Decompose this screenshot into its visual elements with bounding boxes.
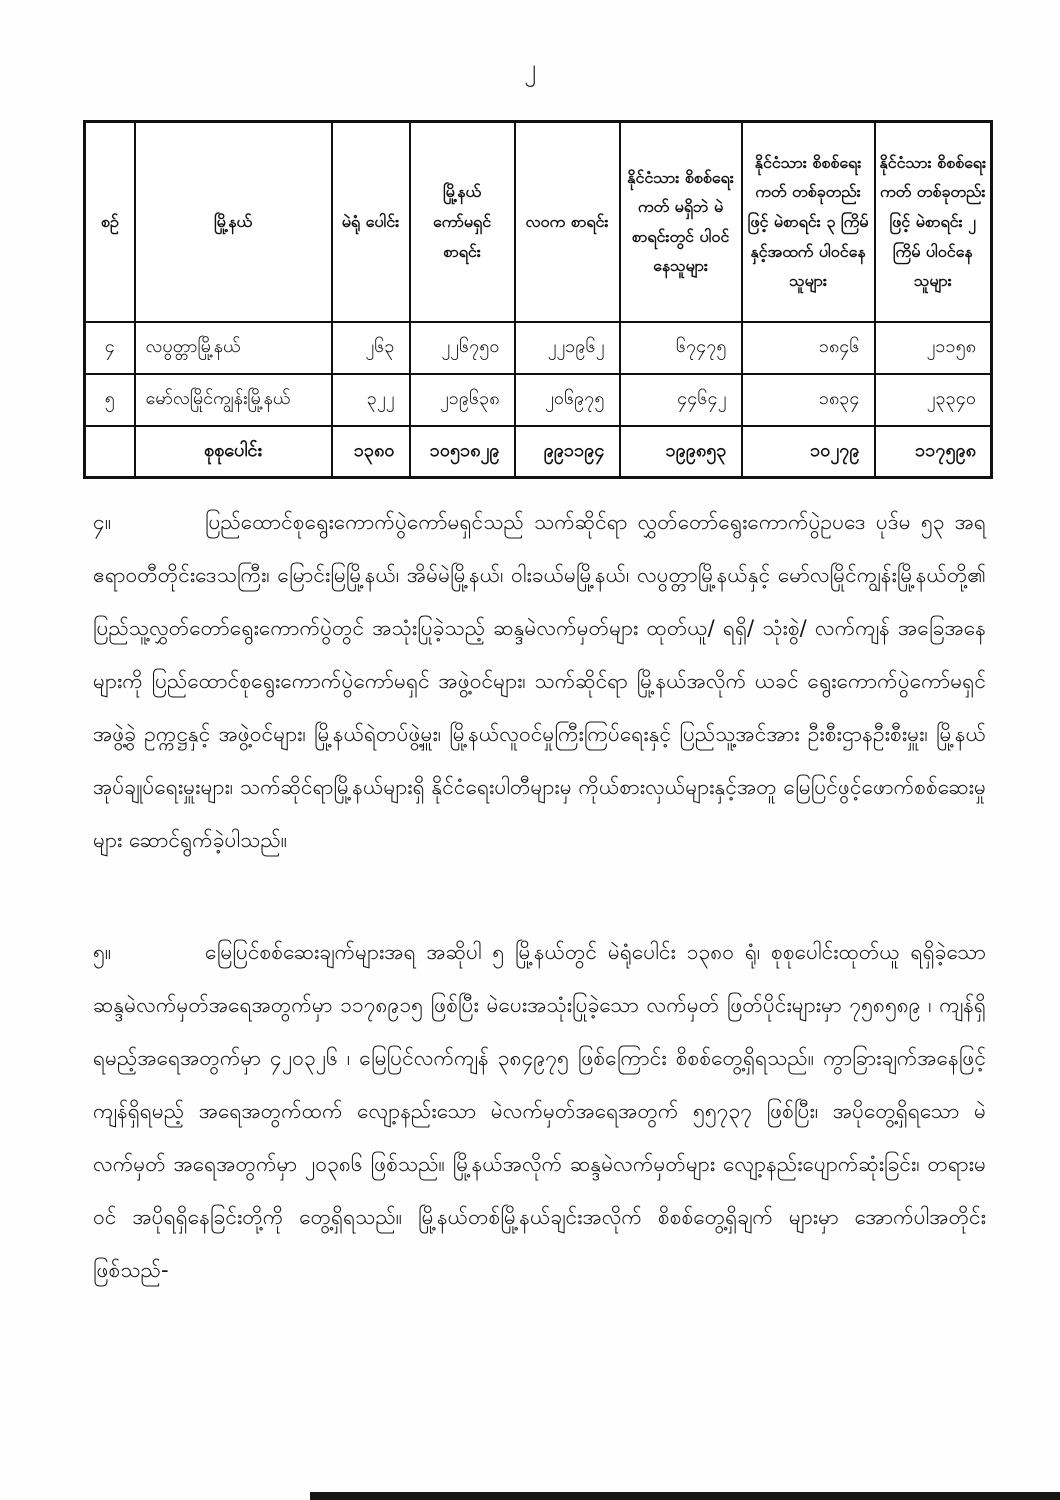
ballot-statistics-table (83, 120, 993, 479)
header-commission-list: မြို့နယ် ကော်မရှင် စာရင်း (410, 122, 515, 322)
header-same-nrc-2-times: နိုင်ငံသား စိစစ်ရေးကတ် တစ်ခုတည်းဖြင့် မဲစာရင်း ၂ ကြိမ် ပါဝင်နေသူများ (875, 122, 992, 322)
cell-commission-list: ၂၁၉၆၃၈ (410, 374, 515, 426)
header-township: မြို့နယ် (135, 122, 332, 322)
table-row (85, 374, 992, 426)
cell-immigration-list: ၂၀၆၉၇၅ (515, 374, 620, 426)
paragraph-4-number: ၄။ (93, 510, 112, 534)
cell-total-label: စုစုပေါင်း (135, 426, 332, 478)
table-header-row (85, 122, 992, 322)
table-total-row (85, 426, 992, 478)
paragraph-5-text: မြေပြင်စစ်ဆေးချက်များအရ အဆိုပါ ၅ မြို့နယ်တွင် မဲရုံပေါင်း ၁၃၈၀ ရုံ၊ စုစုပေါင်းထုတ်ယူ ရရှိခဲ့သော ဆန္ဒမဲလက်မှတ်အရေအတွက်မှာ ၁၁၇၈၉၁၅ ဖြစ်ပြီး မဲပေးအသုံးပြုခဲ့သော လက်မှတ် ဖြတ်ပိုင်းများမှာ ၇၅၈၅၈၉ ၊ ကျန်ရှိရမည့်အရေအတွက်မှာ ၄၂၀၃၂၆ ၊ မြေပြင်လက်ကျန် ၃၈၄၉၇၅ ဖြစ်ကြောင်း စိစစ်တွေ့ရှိရသည်။ ကွာခြားချက်အနေဖြင့် ကျန်ရှိရမည့် အရေအတွက်ထက် လျော့နည်းသော မဲလက်မှတ်အရေအတွက် ၅၅၇၃၇ ဖြစ်ပြီး၊ အပိုတွေ့ရှိရသော မဲလက်မှတ် အရေအတွက်မှာ ၂၀၃၈၆ ဖြစ်သည်။ မြို့နယ်အလိုက် ဆန္ဒမဲလက်မှတ်များ လျော့နည်းပျောက်ဆုံးခြင်း၊ တရားမဝင် အပိုရရှိနေခြင်းတို့ကို တွေ့ရှိရသည်။ မြို့နယ်တစ်မြို့နယ်ချင်းအလိုက် စိစစ်တွေ့ရှိချက် များမှာ အောက်ပါအတိုင်းဖြစ်သည်- (93, 940, 986, 1282)
cell-nrc-2-times: ၂၁၁၅၈ (875, 322, 992, 374)
page-number: ၂ (524, 54, 536, 82)
cell-nrc-2-times: ၂၃၃၄၀ (875, 374, 992, 426)
cell-polling-stations: ၃၂၂ (332, 374, 410, 426)
cell-serial-empty (85, 426, 135, 478)
cell-township: လပွတ္တာမြို့နယ် (135, 322, 332, 374)
cell-serial: ၄ (85, 322, 135, 374)
cell-polling-stations: ၂၆၃ (332, 322, 410, 374)
cell-total-polling-stations: ၁၃၈၀ (332, 426, 410, 478)
cell-total-no-nrc: ၁၉၉၈၅၃ (620, 426, 742, 478)
header-polling-stations: မဲရုံ ပေါင်း (332, 122, 410, 322)
header-no-nrc-in-voter-list: နိုင်ငံသား စိစစ်ရေးကတ် မရှိဘဲ မဲစာရင်းတွင် ပါဝင်နေသူများ (620, 122, 742, 322)
header-serial: စဉ် (85, 122, 135, 322)
header-immigration-list: လဝက စာရင်း (515, 122, 620, 322)
cell-serial: ၅ (85, 374, 135, 426)
cell-total-commission-list: ၁၀၅၁၈၂၉ (410, 426, 515, 478)
cell-no-nrc: ၄၄၆၄၂ (620, 374, 742, 426)
cell-nrc-3-times: ၁၈၃၄ (742, 374, 875, 426)
paragraph-4-text: ပြည်ထောင်စုရွေးကောက်ပွဲကော်မရှင်သည် သက်ဆိုင်ရာ လွှတ်တော်ရွေးကောက်ပွဲဥပဒေ ပုဒ်မ ၅၃ အရ ဧရာဝတီတိုင်းဒေသကြီး၊ မြောင်းမြမြို့နယ်၊ အိမ်မဲမြို့နယ်၊ ဝါးခယ်မမြို့နယ်၊ လပွတ္တာမြို့နယ်နှင့် မော်လမြိုင်ကျွန်းမြို့နယ်တို့၏ ပြည်သူ့လွှတ်တော်ရွေးကောက်ပွဲတွင် အသုံးပြုခဲ့သည့် ဆန္ဒမဲလက်မှတ်များ ထုတ်ယူ/ ရရှိ/ သုံးစွဲ/ လက်ကျန် အခြေအနေများကို ပြည်ထောင်စုရွေးကောက်ပွဲကော်မရှင် အဖွဲ့ဝင်များ၊ သက်ဆိုင်ရာ မြို့နယ်အလိုက် ယခင် ရွေးကောက်ပွဲကော်မရှင် အဖွဲ့ခွဲ ဥက္ကဋ္ဌနှင့် အဖွဲ့ဝင်များ၊ မြို့နယ်ရဲတပ်ဖွဲ့မှူး၊ မြို့နယ်လူဝင်မှုကြီးကြပ်ရေးနှင့် ပြည်သူ့အင်အား ဦးစီးဌာနဦးစီးမှူး၊ မြို့နယ်အုပ်ချုပ်ရေးမှူးများ၊ သက်ဆိုင်ရာမြို့နယ်များရှိ နိုင်ငံရေးပါတီများမှ ကိုယ်စားလှယ်များနှင့်အတူ မြေပြင်ဖွင့်ဖောက်စစ်ဆေးမှုများ ဆောင်ရွက်ခဲ့ပါသည်။ (93, 510, 986, 852)
cell-township: မော်လမြိုင်ကျွန်းမြို့နယ် (135, 374, 332, 426)
cell-immigration-list: ၂၂၁၉၆၂ (515, 322, 620, 374)
cell-total-nrc-2-times: ၁၁၇၅၉၈ (875, 426, 992, 478)
cell-no-nrc: ၆၇၄၇၅ (620, 322, 742, 374)
cell-nrc-3-times: ၁၈၄၆ (742, 322, 875, 374)
scan-artifact-bar (310, 1492, 1060, 1500)
paragraph-5-number: ၅။ (93, 940, 112, 964)
header-same-nrc-3-or-more-times: နိုင်ငံသား စိစစ်ရေးကတ် တစ်ခုတည်းဖြင့် မဲစာရင်း ၃ ကြိမ် နှင့်အထက် ပါဝင်နေသူများ (742, 122, 875, 322)
cell-total-immigration-list: ၉၉၁၁၉၄ (515, 426, 620, 478)
table-row (85, 322, 992, 374)
paragraph-5 (93, 926, 986, 1297)
paragraph-4 (93, 496, 986, 867)
cell-total-nrc-3-times: ၁၀၂၇၉ (742, 426, 875, 478)
cell-commission-list: ၂၂၆၇၅၀ (410, 322, 515, 374)
